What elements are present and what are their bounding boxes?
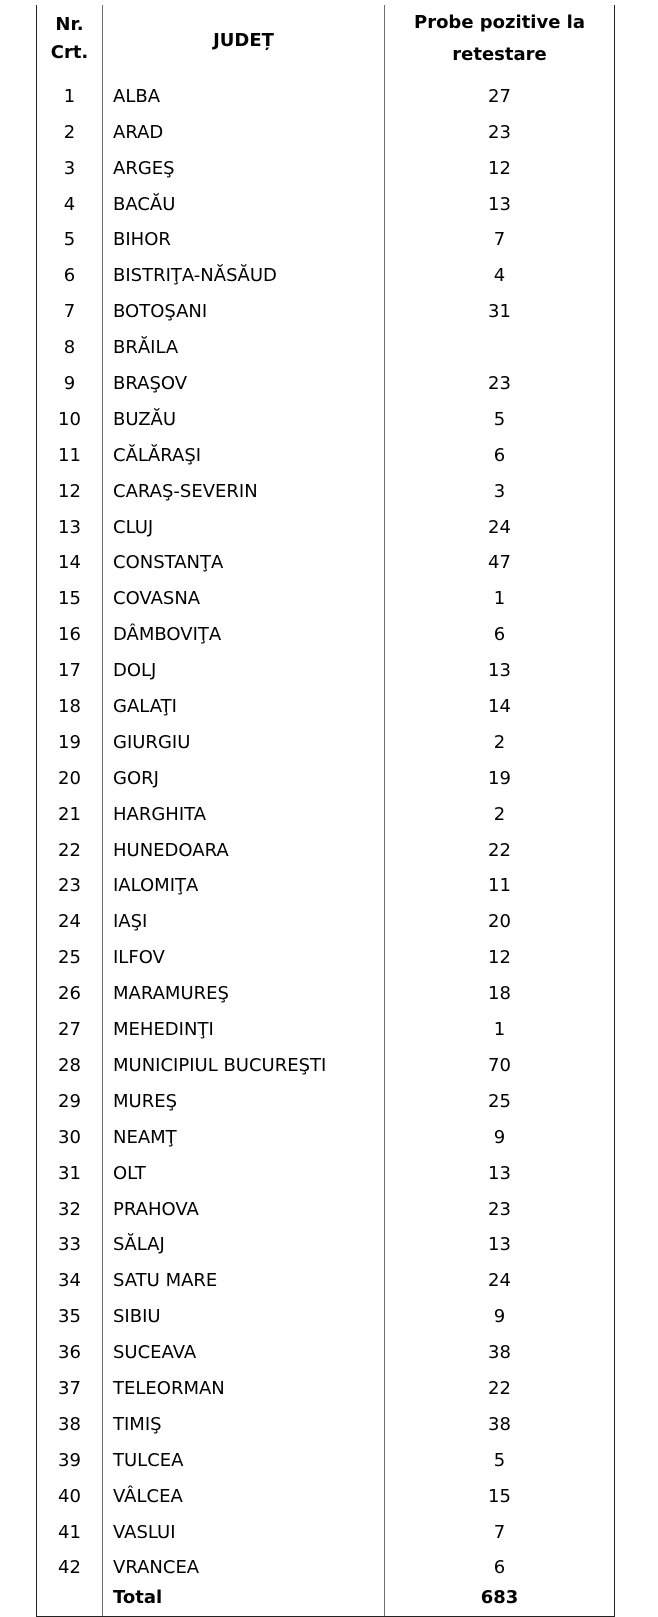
table-row: [37, 827, 615, 863]
total-row: [37, 1580, 615, 1617]
row-number: 35: [37, 1293, 103, 1329]
table-row: [37, 1006, 615, 1042]
positive-count: 70: [385, 1042, 615, 1078]
judet-name: CLUJ: [103, 504, 385, 540]
positive-count: 23: [385, 1186, 615, 1222]
row-number: 26: [37, 970, 103, 1006]
row-number: 14: [37, 540, 103, 576]
row-number: 28: [37, 1042, 103, 1078]
positive-count: 6: [385, 432, 615, 468]
table-row: [37, 575, 615, 611]
row-number: 39: [37, 1437, 103, 1473]
table-row: [37, 1078, 615, 1114]
table-row: [37, 970, 615, 1006]
row-number: 38: [37, 1401, 103, 1437]
row-number: 27: [37, 1006, 103, 1042]
row-number: 22: [37, 827, 103, 863]
table-row: [37, 324, 615, 360]
row-number: 4: [37, 181, 103, 217]
positive-count: 47: [385, 540, 615, 576]
table-row: [37, 934, 615, 970]
positive-count: 12: [385, 934, 615, 970]
row-number: 34: [37, 1257, 103, 1293]
table-row: [37, 468, 615, 504]
judet-name: IALOMIŢA: [103, 863, 385, 899]
table-row: [37, 1222, 615, 1258]
table-row: [37, 647, 615, 683]
positive-count: 23: [385, 109, 615, 145]
judet-name: HUNEDOARA: [103, 827, 385, 863]
table-row: [37, 540, 615, 576]
positive-count: 38: [385, 1329, 615, 1365]
table-row: [37, 1293, 615, 1329]
table-row: [37, 1401, 615, 1437]
table-row: [37, 1437, 615, 1473]
table-row: [37, 791, 615, 827]
row-number: 40: [37, 1473, 103, 1509]
positive-count: 23: [385, 360, 615, 396]
total-nr-cell: [37, 1580, 103, 1617]
table-row: [37, 252, 615, 288]
table-row: [37, 432, 615, 468]
judet-name: TULCEA: [103, 1437, 385, 1473]
judet-name: GALAŢI: [103, 683, 385, 719]
positive-count: 24: [385, 1257, 615, 1293]
row-number: 8: [37, 324, 103, 360]
positive-count: [385, 324, 615, 360]
positive-count: 14: [385, 683, 615, 719]
table-row: [37, 1150, 615, 1186]
table-row: [37, 1329, 615, 1365]
judet-name: IAŞI: [103, 898, 385, 934]
table-row: [37, 863, 615, 899]
positive-count: 9: [385, 1293, 615, 1329]
judet-name: ILFOV: [103, 934, 385, 970]
row-number: 1: [37, 73, 103, 109]
table-row: [37, 145, 615, 181]
row-number: 15: [37, 575, 103, 611]
table-row: [37, 719, 615, 755]
header-nr-line1: Nr.: [55, 14, 84, 35]
row-number: 12: [37, 468, 103, 504]
row-number: 42: [37, 1545, 103, 1581]
positive-count: 12: [385, 145, 615, 181]
judet-name: CONSTANŢA: [103, 540, 385, 576]
total-value: 683: [385, 1580, 615, 1617]
table-row: [37, 611, 615, 647]
table-row: [37, 109, 615, 145]
judet-name: SIBIU: [103, 1293, 385, 1329]
row-number: 11: [37, 432, 103, 468]
positive-count: 24: [385, 504, 615, 540]
positive-count: 6: [385, 1545, 615, 1581]
row-number: 23: [37, 863, 103, 899]
table-row: [37, 898, 615, 934]
row-number: 3: [37, 145, 103, 181]
judet-name: BOTOŞANI: [103, 288, 385, 324]
positive-count: 1: [385, 575, 615, 611]
judet-name: BRAŞOV: [103, 360, 385, 396]
positive-count: 7: [385, 1509, 615, 1545]
header-judet: JUDEȚ: [103, 5, 385, 73]
positive-count: 13: [385, 647, 615, 683]
header-probe-pozitive: [385, 5, 615, 73]
table-row: [37, 1365, 615, 1401]
table-row: [37, 360, 615, 396]
row-number: 7: [37, 288, 103, 324]
judet-name: ARGEŞ: [103, 145, 385, 181]
row-number: 24: [37, 898, 103, 934]
judet-name: GORJ: [103, 755, 385, 791]
judet-name: DOLJ: [103, 647, 385, 683]
judet-name: BUZĂU: [103, 396, 385, 432]
judet-name: COVASNA: [103, 575, 385, 611]
table-row: [37, 73, 615, 109]
judet-name: BRĂILA: [103, 324, 385, 360]
positive-count: 2: [385, 791, 615, 827]
row-number: 37: [37, 1365, 103, 1401]
row-number: 17: [37, 647, 103, 683]
positive-count: 5: [385, 396, 615, 432]
judet-name: SUCEAVA: [103, 1329, 385, 1365]
header-nr-line2: Crt.: [50, 42, 89, 63]
positive-retest-table: [36, 5, 615, 1617]
positive-count: 18: [385, 970, 615, 1006]
judet-name: CĂLĂRAŞI: [103, 432, 385, 468]
judet-name: MARAMUREŞ: [103, 970, 385, 1006]
judet-name: PRAHOVA: [103, 1186, 385, 1222]
table-row: [37, 1509, 615, 1545]
judet-name: BISTRIŢA-NĂSĂUD: [103, 252, 385, 288]
row-number: 13: [37, 504, 103, 540]
judet-name: HARGHITA: [103, 791, 385, 827]
judet-name: TELEORMAN: [103, 1365, 385, 1401]
judet-name: NEAMŢ: [103, 1114, 385, 1150]
positive-count: 22: [385, 827, 615, 863]
table-row: [37, 1257, 615, 1293]
table-row: [37, 217, 615, 253]
positive-count: 7: [385, 217, 615, 253]
judet-name: VRANCEA: [103, 1545, 385, 1581]
judet-name: VASLUI: [103, 1509, 385, 1545]
positive-count: 4: [385, 252, 615, 288]
row-number: 9: [37, 360, 103, 396]
judet-name: MEHEDINŢI: [103, 1006, 385, 1042]
judet-name: BIHOR: [103, 217, 385, 253]
row-number: 25: [37, 934, 103, 970]
positive-count: 15: [385, 1473, 615, 1509]
positive-count: 13: [385, 1150, 615, 1186]
table-row: [37, 1186, 615, 1222]
header-probe-line1: Probe pozitive la: [414, 12, 585, 33]
row-number: 29: [37, 1078, 103, 1114]
row-number: 10: [37, 396, 103, 432]
judet-name: ARAD: [103, 109, 385, 145]
positive-count: 13: [385, 1222, 615, 1258]
row-number: 6: [37, 252, 103, 288]
judet-name: SATU MARE: [103, 1257, 385, 1293]
positive-count: 1: [385, 1006, 615, 1042]
table-row: [37, 288, 615, 324]
row-number: 20: [37, 755, 103, 791]
table-row: [37, 504, 615, 540]
header-probe-line2: retestare: [452, 44, 547, 65]
judet-name: GIURGIU: [103, 719, 385, 755]
judet-name: ALBA: [103, 73, 385, 109]
total-label: Total: [103, 1580, 385, 1617]
positive-count: 19: [385, 755, 615, 791]
positive-count: 38: [385, 1401, 615, 1437]
judet-name: BACĂU: [103, 181, 385, 217]
row-number: 36: [37, 1329, 103, 1365]
row-number: 18: [37, 683, 103, 719]
row-number: 21: [37, 791, 103, 827]
positive-count: 2: [385, 719, 615, 755]
judet-name: DÂMBOVIŢA: [103, 611, 385, 647]
judet-name: SĂLAJ: [103, 1222, 385, 1258]
positive-count: 11: [385, 863, 615, 899]
row-number: 2: [37, 109, 103, 145]
row-number: 19: [37, 719, 103, 755]
positive-count: 25: [385, 1078, 615, 1114]
row-number: 33: [37, 1222, 103, 1258]
judet-name: TIMIŞ: [103, 1401, 385, 1437]
table-row: [37, 181, 615, 217]
positive-count: 13: [385, 181, 615, 217]
positive-count: 5: [385, 1437, 615, 1473]
judet-name: VÂLCEA: [103, 1473, 385, 1509]
positive-count: 6: [385, 611, 615, 647]
positive-count: 22: [385, 1365, 615, 1401]
row-number: 30: [37, 1114, 103, 1150]
table-row: [37, 1042, 615, 1078]
table-header-row: [37, 5, 615, 73]
table-body: [37, 73, 615, 1580]
table-row: [37, 396, 615, 432]
positive-count: 31: [385, 288, 615, 324]
positive-count: 20: [385, 898, 615, 934]
row-number: 31: [37, 1150, 103, 1186]
row-number: 41: [37, 1509, 103, 1545]
judet-name: MUREŞ: [103, 1078, 385, 1114]
table-row: [37, 1114, 615, 1150]
row-number: 5: [37, 217, 103, 253]
judet-name: CARAŞ-SEVERIN: [103, 468, 385, 504]
table-row: [37, 755, 615, 791]
row-number: 16: [37, 611, 103, 647]
row-number: 32: [37, 1186, 103, 1222]
table-row: [37, 1473, 615, 1509]
positive-count: 27: [385, 73, 615, 109]
header-nr-crt: [37, 5, 103, 73]
judet-name: OLT: [103, 1150, 385, 1186]
positive-count: 9: [385, 1114, 615, 1150]
positive-count: 3: [385, 468, 615, 504]
table-row: [37, 1545, 615, 1581]
table-row: [37, 683, 615, 719]
judet-name: MUNICIPIUL BUCUREŞTI: [103, 1042, 385, 1078]
